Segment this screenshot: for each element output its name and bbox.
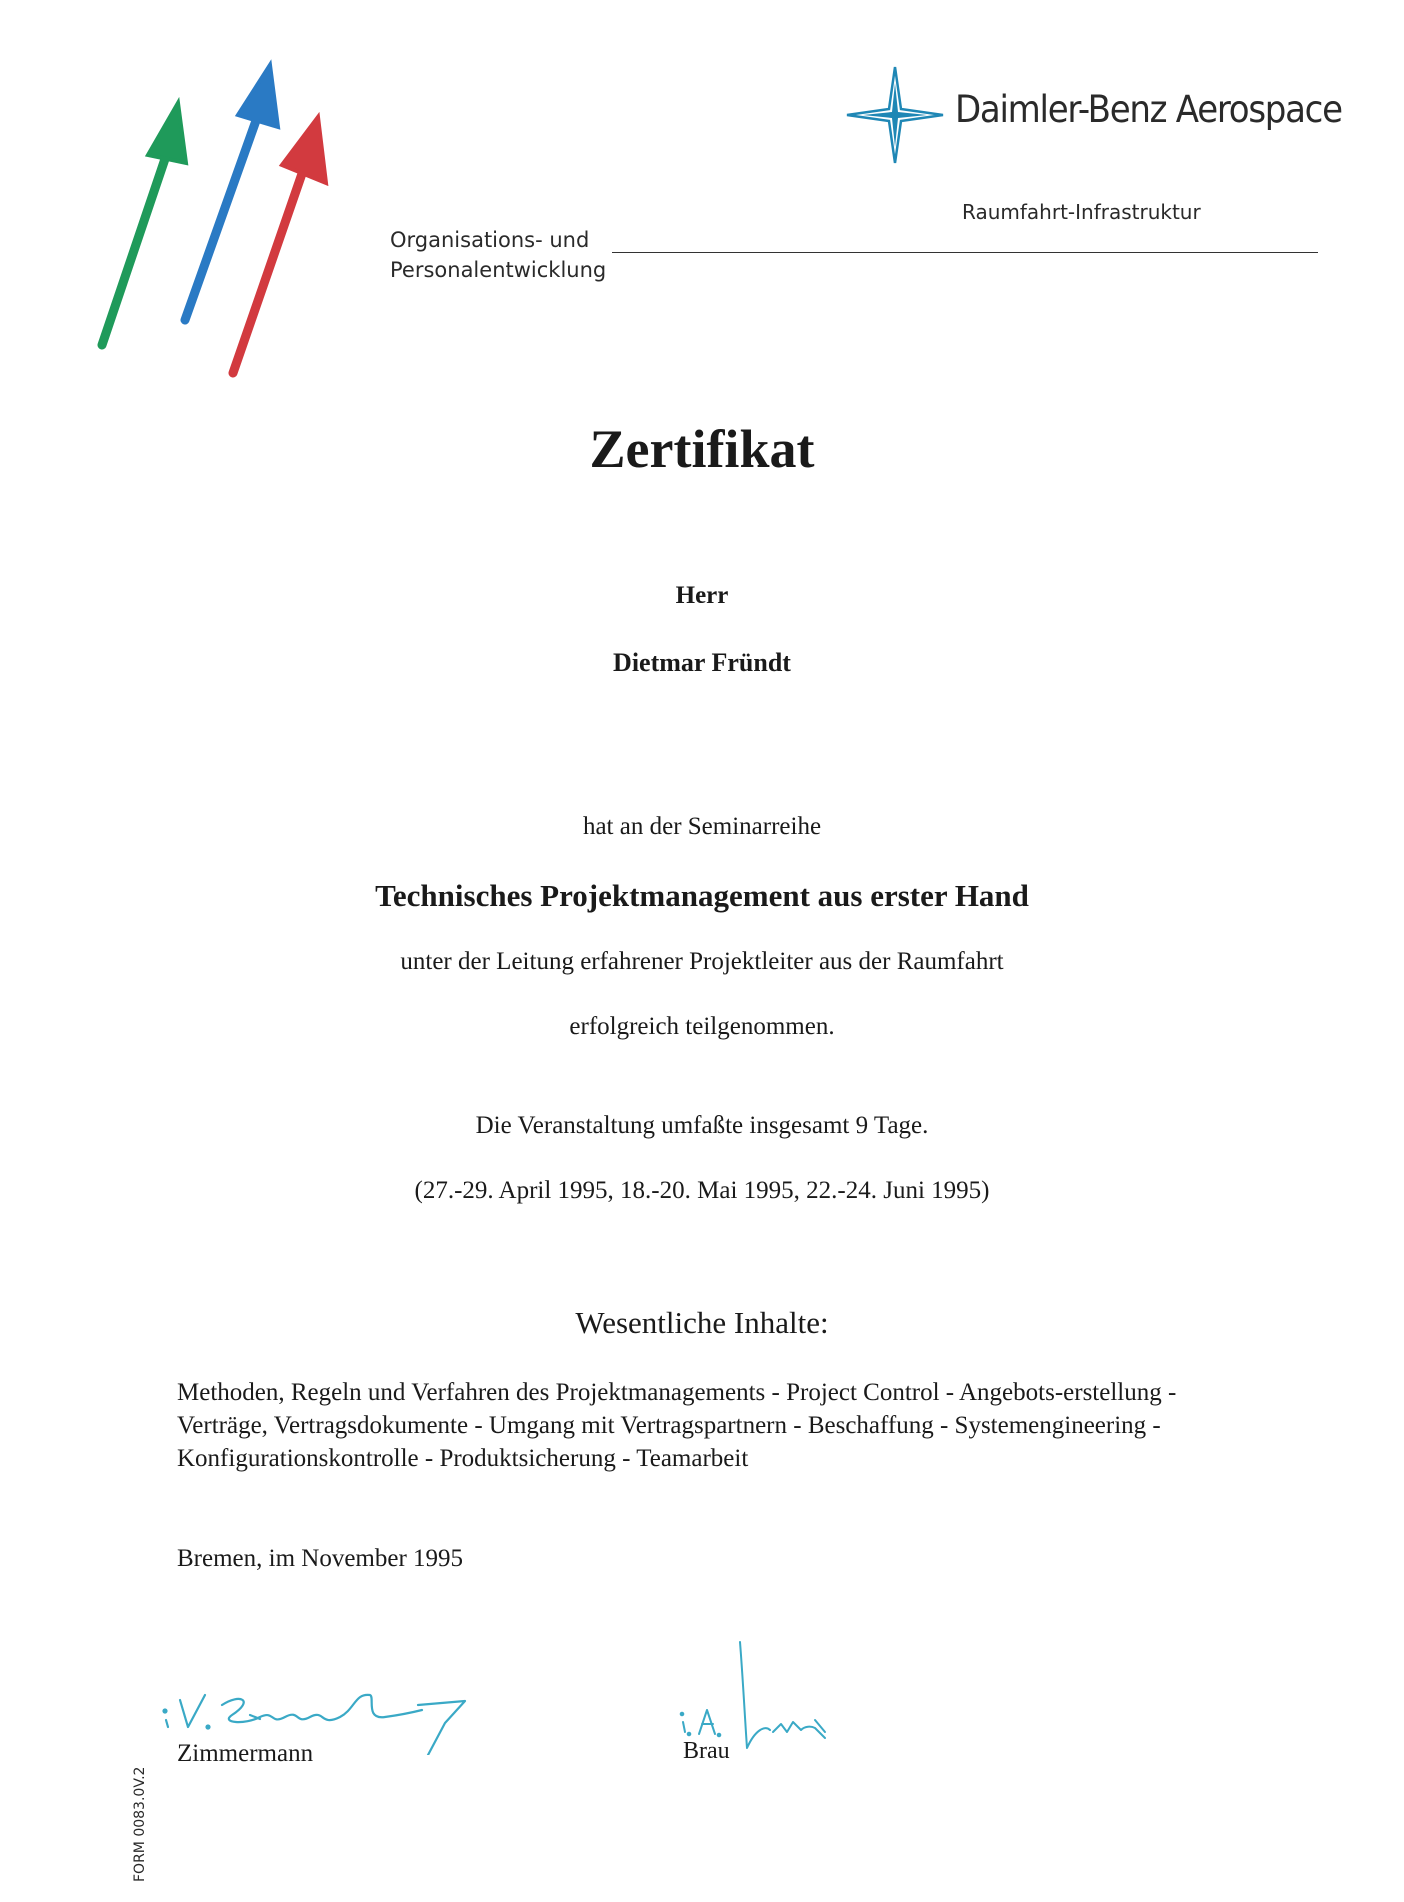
course-title: Technisches Projektmanagement aus erster Hand (375, 878, 1029, 913)
duration-text: Die Veranstaltung umfaßte insgesamt 9 Tage. (475, 1112, 929, 1139)
company-name: Daimler-Benz Aerospace (955, 88, 1342, 131)
signer-brau: Brau (683, 1738, 730, 1764)
place-date: Bremen, im November 1995 (177, 1545, 464, 1572)
certificate-title: Zertifikat (589, 419, 815, 479)
leadership-text: unter der Leitung erfahrener Projektleiter aus der Raumfahrt (400, 948, 1004, 975)
signer-zimmermann: Zimmermann (177, 1740, 314, 1767)
intro-text: hat an der Seminarreihe (582, 813, 822, 840)
department-line-1: Organisations- und (390, 228, 590, 252)
division-label: Raumfahrt-Infrastruktur (962, 200, 1201, 224)
recipient-name: Dietmar Fründt (613, 648, 791, 677)
form-identifier: FORM 0083.0V.2 (132, 1766, 148, 1882)
three-rising-arrows-icon (90, 55, 350, 385)
result-text: erfolgreich teilgenommen. (569, 1013, 835, 1040)
contents-text: Methoden, Regeln und Verfahren des Projektmanagements - Project Control - Angebots-erstellung - Verträge, Vertragsdokumente - Umgang mit Vertragspartnern - Beschaffung - Systemengineering - Konfigurationskontrolle - Produktsicherung - Teamarbeit (177, 1379, 1177, 1472)
department-line-2: Personalentwicklung (390, 258, 607, 282)
four-point-star-icon (845, 65, 945, 165)
dates-text: (27.-29. April 1995, 18.-20. Mai 1995, 22.-24. Juni 1995) (414, 1177, 990, 1204)
contents-heading: Wesentliche Inhalte: (575, 1305, 829, 1340)
salutation: Herr (675, 582, 729, 609)
header-divider (612, 252, 1318, 253)
